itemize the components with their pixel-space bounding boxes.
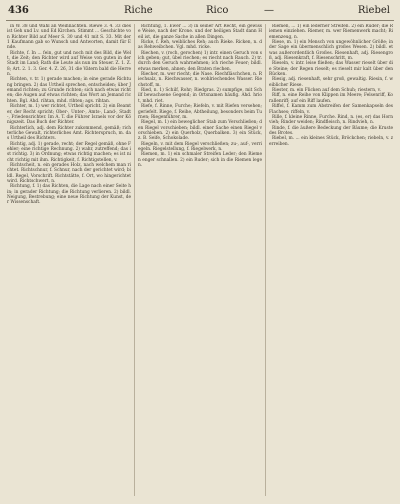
running-header [6, 4, 394, 18]
entry-paragraph: Riechen, v. (roch, gerochen) 1) intr. einen Geruch von sich geben; gut, übel riechen; es riecht nach Rauch. 2) tr. durch den Geruch wahrnehmen; ich rieche Feuer; bildl. etwas merken, ahnen; den Braten riechen. [138, 50, 262, 72]
entry-paragraph: Riester, m. ein Flicken auf dem Schuh; riestern, v. [272, 88, 381, 94]
entry-paragraph: Richter, m. 1) wer richtet, Urtheil spricht. 2) ein Beamter, der Recht spricht; Ober-, Unter-, Amts-, Land-, Stadt-, Friedensrichter. Im A. T. die Führer Israels vor der Königszeit. Das Buch der Richter. [7, 104, 131, 126]
entry-paragraph: Richtung, 1. Ewer ... 3) in seiner Art Recht, ein gewisse Weise, nach der Krone. und der heiligen Stadt dann Heil ist, die ganze Sache in allen Dingen. [138, 24, 262, 40]
entry-paragraph: Richterlich, adj. dem Richter zukommend, gemäß; richterliche Gewalt, richterliches Amt. Richterspruch, m. das Urtheil des Richters. [7, 125, 131, 142]
text-column-2 [138, 24, 262, 498]
header-word-middle: Rico [206, 5, 229, 16]
entry-paragraph: Rille, f. kleine Rinne, Furche. Rind, n. (es, er) das Hornvieh; Rinder weiden; Rindfleisch, n. Rindvieh, n. [269, 114, 393, 126]
entry-paragraph: Riesig, adj. riesenhaft, sehr groß, gewaltig. Riesin, f. weiblicher Riese. [269, 77, 393, 88]
entry-paragraph: Riegel, m. 1) ein beweglicher Stab zum Verschließen; den Riegel vorschieben; bildl. einer Sache einen Riegel vorschieben. 2) ein Querholz, Querbalken. 3) ein Stück, z. B. Seife, Schokolade. [138, 120, 262, 142]
column-divider [134, 24, 135, 496]
entry-paragraph: Rieseln, v. intr. leise fließen; das Wasser rieselt über die Steine; der Regen rieselt; es rieselt mir kalt über den Rücken. [269, 61, 393, 78]
text-column-3 [269, 24, 393, 498]
entry-paragraph: Riff, n. eine Reihe von Klippen im Meere; Felsenriff, Korallenriff; auf ein Riff laufen. [269, 93, 393, 104]
header-word-right: Riebel [357, 5, 390, 16]
entry-paragraph: Richte, f. In ... fein, gut und noch mit des Bild, die Welt, die Zeit; den Richter wird auf Weise von guten in der Stadt im Land; Rath die Leute als nun im Steuer. Z. 1. Z. 8; Art. 2. 1. 3. Ger. 4. Z. 26, 31 die Vätern bald die Herren. [7, 50, 131, 78]
column-divider [265, 24, 266, 496]
entry-paragraph: Riefe, f. Rinne, Furche; Riefeln, v. mit Riefen versehen; geriefelt. Riege, f. Reihe, Abtheilung, besonders beim Turnen; Riegenführer, m. [138, 104, 262, 120]
entry-paragraph: Richtig, adj. 1) gerade, recht; der Regel gemäß, ohne Fehler; eine richtige Rechnung. 2) wahr, zutreffend; das ist richtig. 3) in Ordnung; etwas richtig machen; es ist nicht richtig mit ihm. Richtigkeit, f. Richtigstellen, v. [7, 141, 131, 163]
entry-paragraph: Riegeln, v. mit dem Riegel verschließen; zu-, auf-, verriegeln. Riegelstellung, f. Riegelwerk, n. [138, 141, 262, 152]
text-column-1 [7, 24, 131, 498]
header-rule [6, 20, 394, 21]
entry-paragraph: Riffel, f. Kamm zum Abstreifen der Samenkapseln des Flachses; riffeln, v. [269, 104, 393, 115]
header-dash: — [264, 5, 274, 16]
entry-paragraph: in W. 38 und Wahl an Weihnachten. Riewe 3. 4. 33 dies ist Geh und Lv. und Ed Kirchen. Stimmt ... Geschichte von Richter Bild auf Meer S. 30 und 41 mit S. 33. Mit der 1 Kaufmann gab so Wunsch und Antworten, damit für Ende. [7, 24, 131, 51]
entry-paragraph: Richtscheit, n. ein gerades Holz, nach welchem man richtet. Richtschnur, f. Schnur, nach der gerichtet wird; bildl. Regel, Vorschrift. Richtstätte, f. Ort, wo hingerichtet wird. Richtschwert, n. [7, 162, 131, 184]
entry-paragraph: Riemen, ... 1) ein lederner Streifen. 2) ein Ruder; die Riemen einziehen. Riemer, m. wer Riemenwerk macht; Riemenzeug, n. [269, 24, 393, 40]
entry-paragraph: Richten, v. tr. 1) gerade machen; in eine gerade Richtung bringen. 2) das Urtheil sprechen, entscheiden; über Jemand richten; zu Grunde richten; sich nach etwas richten; die Augen auf etwas richten; das Wort an Jemand richten. Bgl. Ahd. rihtan, mhd. rihten; ags. rihtan. [7, 77, 131, 104]
entry-paragraph: Richtung, f. 1) das Richten, die Lage nach einer Seite hin; in gerader Richtung; die Richtung verlieren. 2) bildl. Neigung, Bestrebung; eine neue Richtung der Kunst, der Wissenschaft. [7, 184, 131, 206]
entry-paragraph: Riecher, m. wer riecht; die Nase. Riechfläschchen, n. Riechsalz, n. Riechwasser, n. wohlriechendes Wasser. Riechstoff, m. [138, 72, 262, 88]
entry-paragraph: Ricke, f. Reh, weibliches Reh; auch Rieke. Ricken, n. das Rehweibchen. Vgl. mhd. ricke. [138, 40, 262, 51]
page-number: 436 [8, 5, 29, 16]
entry-paragraph: Ried, n. 1) Schilf, Rohr; Riedgras. 2) sumpfige, mit Schilf bewachsene Gegend; in Ortsnamen häufig. Ahd. hriot, mhd. riet. [138, 88, 262, 104]
entry-paragraph: Riese, m. 1) ein Mensch von ungewöhnlicher Größe; in der Sage ein übermenschlich großes Wesen. 2) bildl. etwas außerordentlich Großes. Riesenhaft, adj. Riesengroß, adj. Riesenkraft, f. Riesenschritt, m. [269, 40, 393, 62]
entry-paragraph: Rinde, f. die äußere Bedeckung der Bäume; die Kruste des Brotes. [269, 125, 393, 136]
entry-paragraph: Riemen, m. 1) ein schmaler Streifen Leder; den Riemen enger schnallen. 2) ein Ruder; sich in die Riemen legen. [138, 152, 262, 168]
entry-paragraph: Riebel, m. ... ein kleines Stück, Bröckchen; riebeln, v. zerreiben. [269, 136, 393, 147]
header-word-left: Riche [124, 5, 153, 16]
